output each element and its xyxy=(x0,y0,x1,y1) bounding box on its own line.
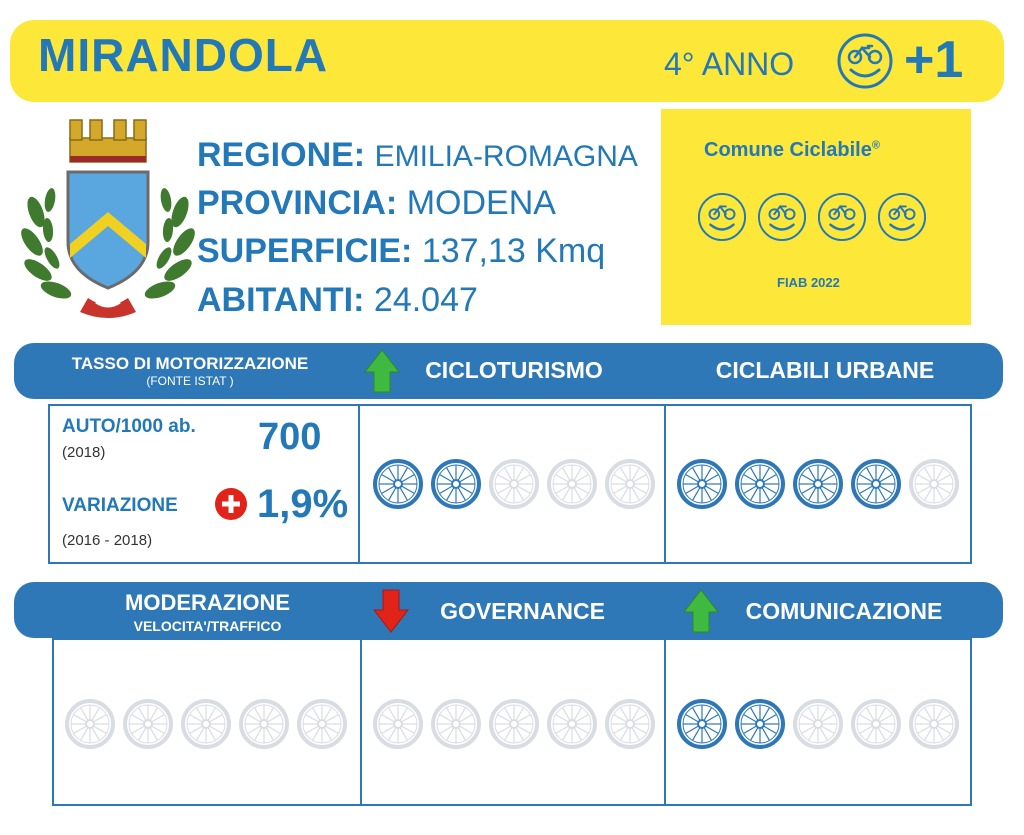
arrow-up-icon xyxy=(363,348,401,394)
provincia-label: PROVINCIA: xyxy=(197,184,398,222)
moderazione-title: MODERAZIONE xyxy=(125,590,290,615)
motorizzazione-source: (FONTE ISTAT ) xyxy=(146,374,234,388)
cicloturismo-title: CICLOTURISMO xyxy=(425,357,603,383)
wheel-icon xyxy=(546,458,598,510)
badge-smileys xyxy=(697,191,937,243)
variazione-value: 1,9% xyxy=(257,482,349,526)
governance-title: GOVERNANCE xyxy=(440,598,605,624)
moderazione-rating xyxy=(64,698,354,750)
abitanti-label: ABITANTI: xyxy=(197,281,365,319)
badge-title xyxy=(704,139,880,162)
badge-title-text: Comune Ciclabile xyxy=(704,139,872,161)
abitanti-value: 24.047 xyxy=(373,281,478,319)
governance-rating xyxy=(372,698,662,750)
wheel-icon xyxy=(488,698,540,750)
auto-value: 700 xyxy=(258,416,322,458)
wheel-icon xyxy=(180,698,232,750)
regione-value: EMILIA-ROMAGNA xyxy=(374,140,638,173)
wheel-icon xyxy=(430,458,482,510)
bike-smiley-icon xyxy=(836,32,894,90)
arrow-up-icon xyxy=(682,588,720,634)
bike-smiley-icon xyxy=(757,191,807,243)
wheel-icon xyxy=(296,698,348,750)
wheel-icon xyxy=(908,698,960,750)
wheel-icon xyxy=(850,458,902,510)
bike-smiley-icon xyxy=(817,191,867,243)
motorizzazione-title: TASSO DI MOTORIZZAZIONE xyxy=(71,354,309,373)
wheel-icon xyxy=(734,458,786,510)
wheel-icon xyxy=(546,698,598,750)
info-regione xyxy=(197,136,638,175)
auto-label: AUTO/1000 ab. xyxy=(62,416,196,437)
variazione-label: VARIAZIONE xyxy=(62,495,178,516)
wheel-icon xyxy=(908,458,960,510)
wheel-icon xyxy=(792,698,844,750)
variazione-years: (2016 - 2018) xyxy=(62,532,153,549)
wheel-icon xyxy=(734,698,786,750)
wheel-icon xyxy=(488,458,540,510)
info-superficie xyxy=(197,232,605,271)
info-abitanti xyxy=(197,281,478,320)
cicloturismo-rating xyxy=(372,458,662,510)
wheel-icon xyxy=(676,458,728,510)
wheel-icon xyxy=(604,458,656,510)
moderazione-subtitle: VELOCITA'/TRAFFICO xyxy=(133,618,282,634)
wheel-icon xyxy=(676,698,728,750)
auto-year: (2018) xyxy=(62,444,106,461)
provincia-value: MODENA xyxy=(406,184,556,222)
city-name: MIRANDOLA xyxy=(38,29,329,81)
ciclabili-title: CICLABILI URBANE xyxy=(715,357,935,383)
comunicazione-rating xyxy=(676,698,966,750)
plus-icon xyxy=(214,487,248,521)
regione-label: REGIONE: xyxy=(197,136,366,174)
wheel-icon xyxy=(238,698,290,750)
wheel-icon xyxy=(372,698,424,750)
bike-smiley-icon xyxy=(697,191,747,243)
wheel-icon xyxy=(430,698,482,750)
comunicazione-title: COMUNICAZIONE xyxy=(745,598,943,624)
superficie-value: 137,13 Kmq xyxy=(421,232,606,270)
wheel-icon xyxy=(792,458,844,510)
wheel-icon xyxy=(850,698,902,750)
arrow-down-icon xyxy=(372,588,410,634)
wheel-icon xyxy=(64,698,116,750)
wheel-icon xyxy=(122,698,174,750)
info-provincia xyxy=(197,184,556,223)
year-increment: +1 xyxy=(904,31,964,89)
bike-smiley-icon xyxy=(877,191,927,243)
wheel-icon xyxy=(372,458,424,510)
superficie-label: SUPERFICIE: xyxy=(197,232,413,270)
wheel-icon xyxy=(604,698,656,750)
ciclabili-rating xyxy=(676,458,966,510)
badge-footer: FIAB 2022 xyxy=(777,275,840,290)
year-label: 4° ANNO xyxy=(664,46,795,82)
badge-registered-mark: ® xyxy=(871,139,880,152)
coat-of-arms-icon xyxy=(18,112,198,324)
